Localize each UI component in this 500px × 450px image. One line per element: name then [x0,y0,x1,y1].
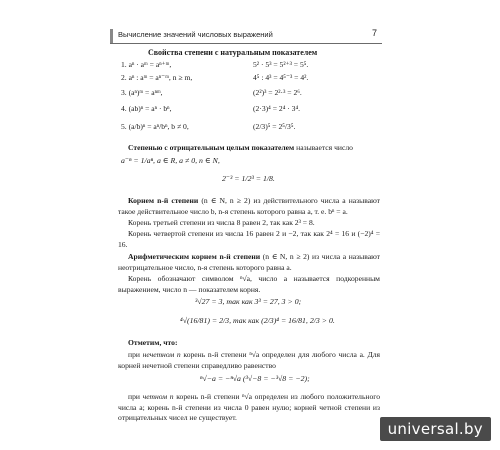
rule-2-right: 4⁵ : 4³ = 4⁵⁻³ = 4². [253,73,309,82]
root-definition [118,196,380,217]
root-example-fourth: Корень четвертой степени из числа 16 равен 2 и −2, так как 2⁴ = 16 и (−2)⁴ = 16. [118,229,380,249]
note-odd-pre: при [128,350,143,359]
negative-power-definition [128,143,353,152]
negative-power-term: Степенью с отрицательным целым показателем [128,143,295,152]
rule-5-left: 5. (a/b)ⁿ = aⁿ/bⁿ, b ≠ 0, [121,122,189,131]
rule-2-left: 2. aⁿ : aᵐ = aⁿ⁻ᵐ, n ≥ m, [121,73,193,82]
running-header [110,28,375,42]
rule-1-left: 1. aⁿ · aᵐ = aⁿ⁺ᵐ, [121,60,172,69]
note-even-term: четном n [142,392,174,401]
rule-1-right: 5² · 5³ = 5²⁺³ = 5⁵. [253,60,309,69]
rule-4-right: (2·3)⁴ = 2⁴ · 3⁴. [253,104,301,113]
rule-4-left: 4. (ab)ⁿ = aⁿ · bⁿ, [121,104,172,113]
header-divider [110,43,382,44]
negative-power-formula: a⁻ⁿ = 1/aⁿ, a ∈ R, a ≠ 0, n ∈ N, [121,156,220,165]
negative-power-example: 2⁻³ = 1/2³ = 1/8. [222,174,275,183]
arith-root-example-2: ⁴√(16/81) = 2/3, так как (2/3)⁴ = 16/81, 2/3 > 0. [180,316,335,325]
arith-root-term: Арифметическим корнем n-й степени [128,252,261,261]
section-heading-natural-powers: Свойства степени с натуральным показателем [148,48,318,57]
notes-heading: Отметим, что: [128,338,178,347]
arith-root-example-1: ³√27 = 3, так как 3³ = 27, 3 > 0; [195,297,302,306]
arith-root-definition [118,252,380,273]
note-even-root [118,392,380,424]
note-odd-root [118,350,380,371]
negative-power-text: называется число [294,143,353,152]
rule-5-right: (2/3)⁵ = 2⁵/3⁵. [253,122,296,131]
note-odd-term: нечетном n [142,350,181,359]
root-example-cube: Корень третьей степени из числа 8 равен 2, так как 2³ = 8. [128,218,315,227]
arith-root-notation: Корень обозначают символом ⁿ√a, число a называется подкоренным выражением, число n — показателем корня. [118,274,380,294]
watermark-badge: universal.by [380,417,491,441]
root-term: Корнем n-й степени [128,196,199,205]
note-odd-formula: ⁿ√−a = −ⁿ√a (³√−8 = −³√8 = −2); [200,374,310,383]
arith-root-definition-text: (n ∈ N, n ≥ 2) из числа a называют неотрицательное число, n-я степень которого равна a. [118,252,380,272]
rule-3-left: 3. (aⁿ)ᵐ = aⁿᵐ, [121,88,163,97]
note-even-text: корень n-й степени ⁿ√a определен из любого положительного числа a; корень n-й степени из числа 0 равен нулю; корней четной степени из отрицательных чисел не существует. [118,392,380,422]
page-number: 7 [371,28,377,38]
rule-3-right: (2²)³ = 2²·³ = 2⁶. [253,88,302,97]
header-title: Вычисление значений числовых выражений [118,30,273,39]
note-odd-text: корень n-й степени ⁿ√a определен для любого числа a. Для корней нечетной степени справедливо равенство [118,350,381,370]
note-even-pre: при [128,392,143,401]
root-definition-text: (n ∈ N, n ≥ 2) из действительного числа a называют такое действительное число b, n-я степень которого равна a, т. е. bⁿ = a. [118,196,380,216]
